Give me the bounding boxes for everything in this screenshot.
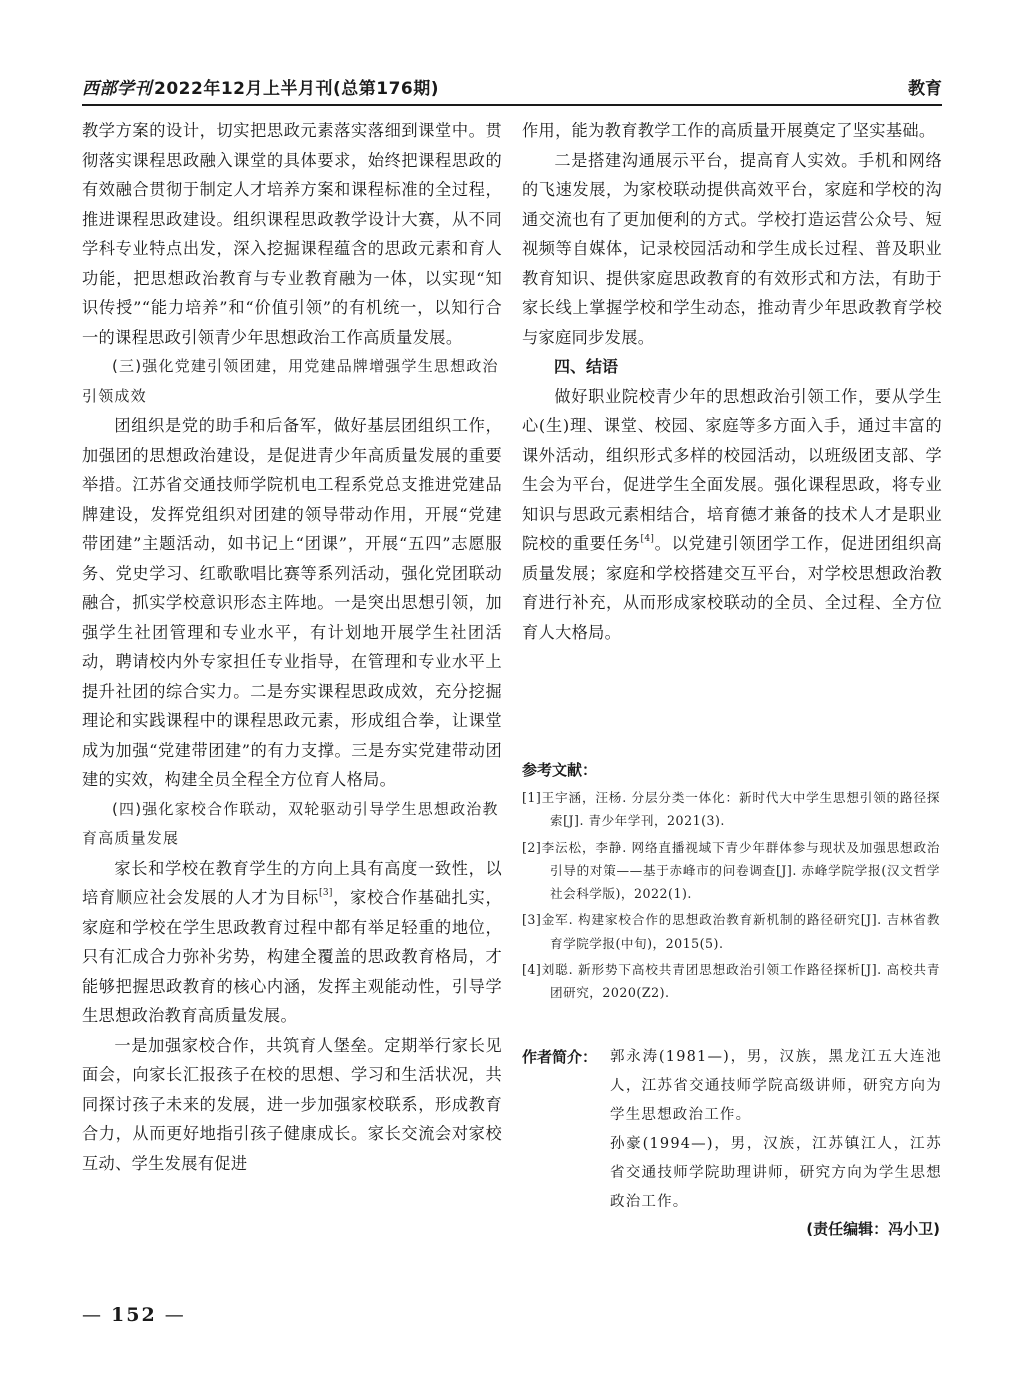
references-title: 参考文献： xyxy=(522,761,598,779)
page-number xyxy=(82,1304,186,1326)
page-number-dash-right: — xyxy=(156,1304,186,1326)
conclusion-heading: 四、结语 xyxy=(554,357,619,376)
left-paragraph-3-text-b: ，家校合作基础扎实，家庭和学校在学生思政教育过程中都有举足轻重的地位，只有汇成合力弥补劣势，构建全覆盖的思政教育格局，才能够把握思政教育的核心内涵，发挥主观能动性，引导学生思想政治教育高质量发展。 xyxy=(82,888,503,1025)
citation-3: [3] xyxy=(318,888,333,898)
right-paragraph-3-text-b: 。以党建引领团学工作，促进团组织高质量发展；家庭和学校搭建交互平台，对学校思想政治教育进行补充，从而形成家校联动的全员、全过程、全方位育人大格局。 xyxy=(522,534,943,642)
right-paragraph-3 xyxy=(522,382,942,648)
right-paragraph-3-text-a: 做好职业院校青少年的思想政治引领工作，要从学生心(生)理、课堂、校园、家庭等多方面入手，通过丰富的课外活动，组织形式多样的校园活动，以班级团支部、学生会为平台，促进学生全面发展。强化课程思政，将专业知识与思政元素相结合，培育德才兼备的技术人才是职业院校的重要任务 xyxy=(522,386,942,553)
left-paragraph-1: 教学方案的设计，切实把思政元素落实落细到课堂中。贯彻落实课程思政融入课堂的具体要求，始终把课程思政的有效融合贯彻于制定人才培养方案和课程标准的全过程，推进课程思政建设。组织课程思政教学设计大赛，从不同学科专业特点出发，深入挖掘课程蕴含的思政元素和育人功能，把思想政治教育与专业教育融为一体，以实现“知识传授”“能力培养”和“价值引领”的有机统一，以知行合一的课程思政引领青少年思想政治工作高质量发展。 xyxy=(82,121,502,347)
journal-issue: 2022年12月上半月刊(总第176期) xyxy=(154,79,439,99)
reference-item: [2]李沄松，李静. 网络直播视域下青少年群体参与现状及加强思想政治引导的对策——基于赤峰市的问卷调查[J]. 赤峰学院学报(汉文哲学社会科学版)，2022(1). xyxy=(522,839,940,902)
citation-4: [4] xyxy=(640,534,655,544)
page-number-value: 152 xyxy=(111,1304,157,1326)
journal-title xyxy=(82,74,439,99)
author-label: 作者简介： xyxy=(522,1048,598,1066)
reference-item: [4]刘聪. 新形势下高校共青团思想政治引领工作路径探析[J]. 高校共青团研究，2020(Z2). xyxy=(522,962,940,1001)
left-paragraph-3-text-a: 家长和学校在教育学生的方向上具有高度一致性，以培育顺应社会发展的人才为目标 xyxy=(82,858,502,907)
author-bio-1: 郭永涛(1981—)，男，汉族，黑龙江五大连池人，江苏省交通技师学院高级讲师，研究方向为学生思想政治工作。 xyxy=(610,1049,942,1123)
page-number-dash-left: — xyxy=(82,1304,112,1326)
reference-item: [3]金军. 构建家校合作的思想政治教育新机制的路径研究[J]. 吉林省教育学院学报(中旬)，2015(5). xyxy=(522,912,940,951)
author-info xyxy=(522,1043,942,1217)
references-list xyxy=(522,786,940,1008)
author-bio-2: 孙豪(1994—)，男，汉族，江苏镇江人，江苏省交通技师学院助理讲师，研究方向为学生思想政治工作。 xyxy=(610,1136,942,1210)
right-column xyxy=(522,116,942,647)
left-paragraph-4: 一是加强家校合作，共筑育人堡垒。定期举行家长见面会，向家长汇报孩子在校的思想、学习和生活状况，共同探讨孩子未来的发展，进一步加强家校联系，形成教育合力，从而更好地指引孩子健康成长。家长交流会对家校互动、学生发展有促进 xyxy=(82,1035,502,1173)
section-name: 教育 xyxy=(908,79,942,99)
subheading-4: (四)强化家校合作联动，双轮驱动引导学生思想政治教育高质量发展 xyxy=(82,799,499,847)
journal-logo: 西部学刊 xyxy=(82,79,152,99)
responsible-editor: (责任编辑：冯小卫) xyxy=(806,1220,940,1238)
left-column xyxy=(82,116,502,1178)
right-paragraph-2: 二是搭建沟通展示平台，提高育人实效。手机和网络的飞速发展，为家校联动提供高效平台，家庭和学校的沟通交流也有了更加便利的方式。学校打造运营公众号、短视频等自媒体，记录校园活动和学生成长过程、普及职业教育知识、提供家庭思政教育的有效形式和方法，有助于家长线上掌握学校和学生动态，推动青少年思政教育学校与家庭同步发展。 xyxy=(522,150,942,347)
subheading-3: (三)强化党建引领团建，用党建品牌增强学生思想政治引领成效 xyxy=(82,357,499,405)
left-paragraph-2: 团组织是党的助手和后备军，做好基层团组织工作，加强团的思想政治建设，是促进青少年高质量发展的重要举措。江苏省交通技师学院机电工程系党总支推进党建品牌建设，发挥党组织对团建的领导带动作用，开展“党建带团建”主题活动，如书记上“团课”，开展“五四”志愿服务、党史学习、红歌歌唱比赛等系列活动，强化党团联动融合，抓实学校意识形态主阵地。一是突出思想引领，加强学生社团管理和专业水平，有计划地开展学生社团活动，聘请校内外专家担任专业指导，在管理和专业水平上提升社团的综合实力。二是夯实课程思政成效，充分挖掘理论和实践课程中的课程思政元素，形成组合拳，让课堂成为加强“党建带团建”的有力支撑。三是夯实党建带动团建的实效，构建全员全程全方位育人格局。 xyxy=(82,416,502,789)
page-header xyxy=(82,70,942,106)
reference-item: [1]王宇涵，汪杨. 分层分类一体化：新时代大中学生思想引领的路径探索[J]. 青少年学刊，2021(3). xyxy=(522,790,940,829)
left-paragraph-3 xyxy=(82,854,502,1031)
right-paragraph-1: 作用，能为教育教学工作的高质量开展奠定了坚实基础。 xyxy=(522,121,936,140)
